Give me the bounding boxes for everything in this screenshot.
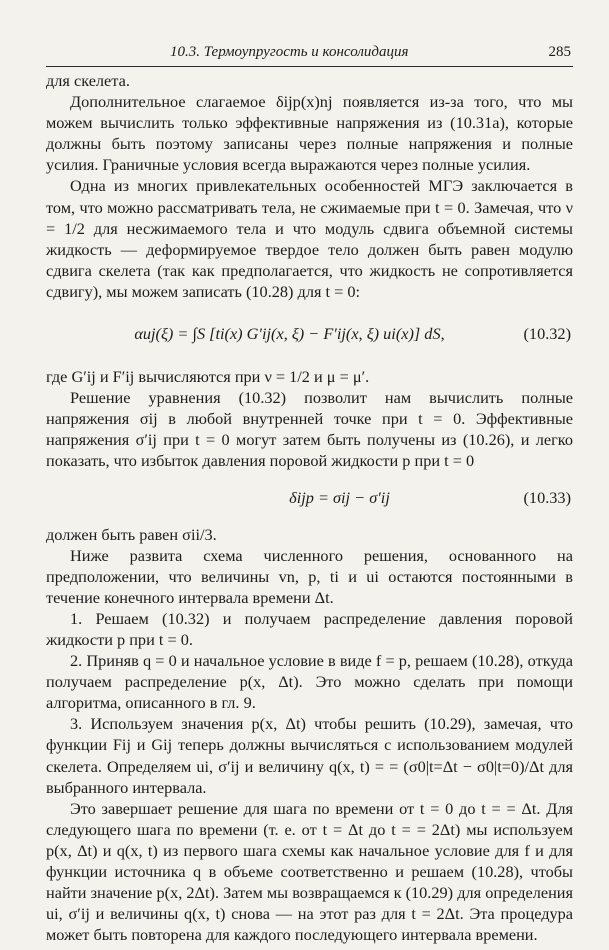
list-item: 3. Используем значения p(x, Δt) чтобы решить (10.29), замечая, что функции Fij и Gij теперь должны вычисляться с использованием модулей скелета. Определяем ui, σ′ij и величину q(x, t) = = (σ0|t=Δt − σ0|t=0)/Δt для выбранного интервала. (46, 714, 573, 797)
page-number: 285 (548, 44, 571, 60)
equation-number: (10.32) (523, 324, 571, 344)
paragraph: Одна из многих привлекательных особенностей МГЭ заключается в том, что можно рассматривать тела, не сжимаемые при t = 0. Замечая, что ν = 1/2 для несжимаемого тела и что модуль сдвига объемной системы жидкость — деформируемое твердое тело должен быть равен модулю сдвига скелета (так как предполагается, что жидкость не сопротивляется сдвигу), мы можем записать (10.28) для t = 0: (46, 176, 573, 301)
list-item: 2. Приняв q = 0 и начальное условие в виде f = p, решаем (10.28), откуда получаем распределение p(x, Δt). Это можно сделать при помощи алгоритма, описанного в гл. 9. (46, 651, 573, 713)
paragraph: для скелета. (46, 71, 130, 90)
paragraph: где G′ij и F′ij вычисляются при ν = 1/2 и μ = μ′. (46, 367, 370, 387)
paragraph: должен быть равен σii/3. (46, 524, 217, 544)
paragraph: Ниже развита схема численного решения, основанного на предположении, что величины vn, p, ti и ui остаются постоянными в течение конечного интервала времени Δt. (46, 545, 573, 607)
running-header (46, 40, 573, 67)
equation-expression: αuj(ξ) = ∫S [ti(x) G′ij(x, ξ) − F′ij(x, ξ) ui(x)] dS, (134, 324, 445, 344)
page-body (46, 70, 573, 945)
list-item: 1. Решаем (10.32) и получаем распределение давления поровой жидкости p при t = 0. (46, 608, 573, 649)
paragraph: Дополнительное слагаемое δijp(x)nj появляется из-за того, что мы можем вычислить только эффективные напряжения из (10.31a), которые должны быть поэтому записаны через полные напряжения и полные усилия. Граничные условия всегда выражаются через полные усилия. (46, 92, 573, 175)
equation-10-33 (46, 478, 573, 518)
section-title: 10.3. Термоупругость и консолидация (170, 44, 409, 60)
equation-10-32 (46, 306, 573, 362)
paragraph: Решение уравнения (10.32) позволит нам вычислить полные напряжения σij в любой внутренней точке при t = 0. Эффективные напряжения σ′ij при t = 0 могут затем быть получены из (10.26), и легко показать, что избыток давления поровой жидкости p при t = 0 (46, 388, 573, 471)
equation-number: (10.33) (523, 487, 571, 507)
paragraph: Это завершает решение для шага по времени от t = 0 до t = = Δt. Для следующего шага по времени (т. е. от t = Δt до t = = 2Δt) мы используем p(x, Δt) и q(x, t) из первого шага схемы как начальное условие для f и для функции источника q в объеме соответственно и решаем (10.28), чтобы найти значение p(x, 2Δt). Затем мы возвращаемся к (10.29) для определения ui, σ′ij и величины q(x, t) снова — на этот раз для t = 2Δt. Эта процедура может быть повторена для каждого последующего интервала времени. (46, 798, 573, 945)
equation-expression: δijp = σij − σ′ij (289, 487, 390, 507)
